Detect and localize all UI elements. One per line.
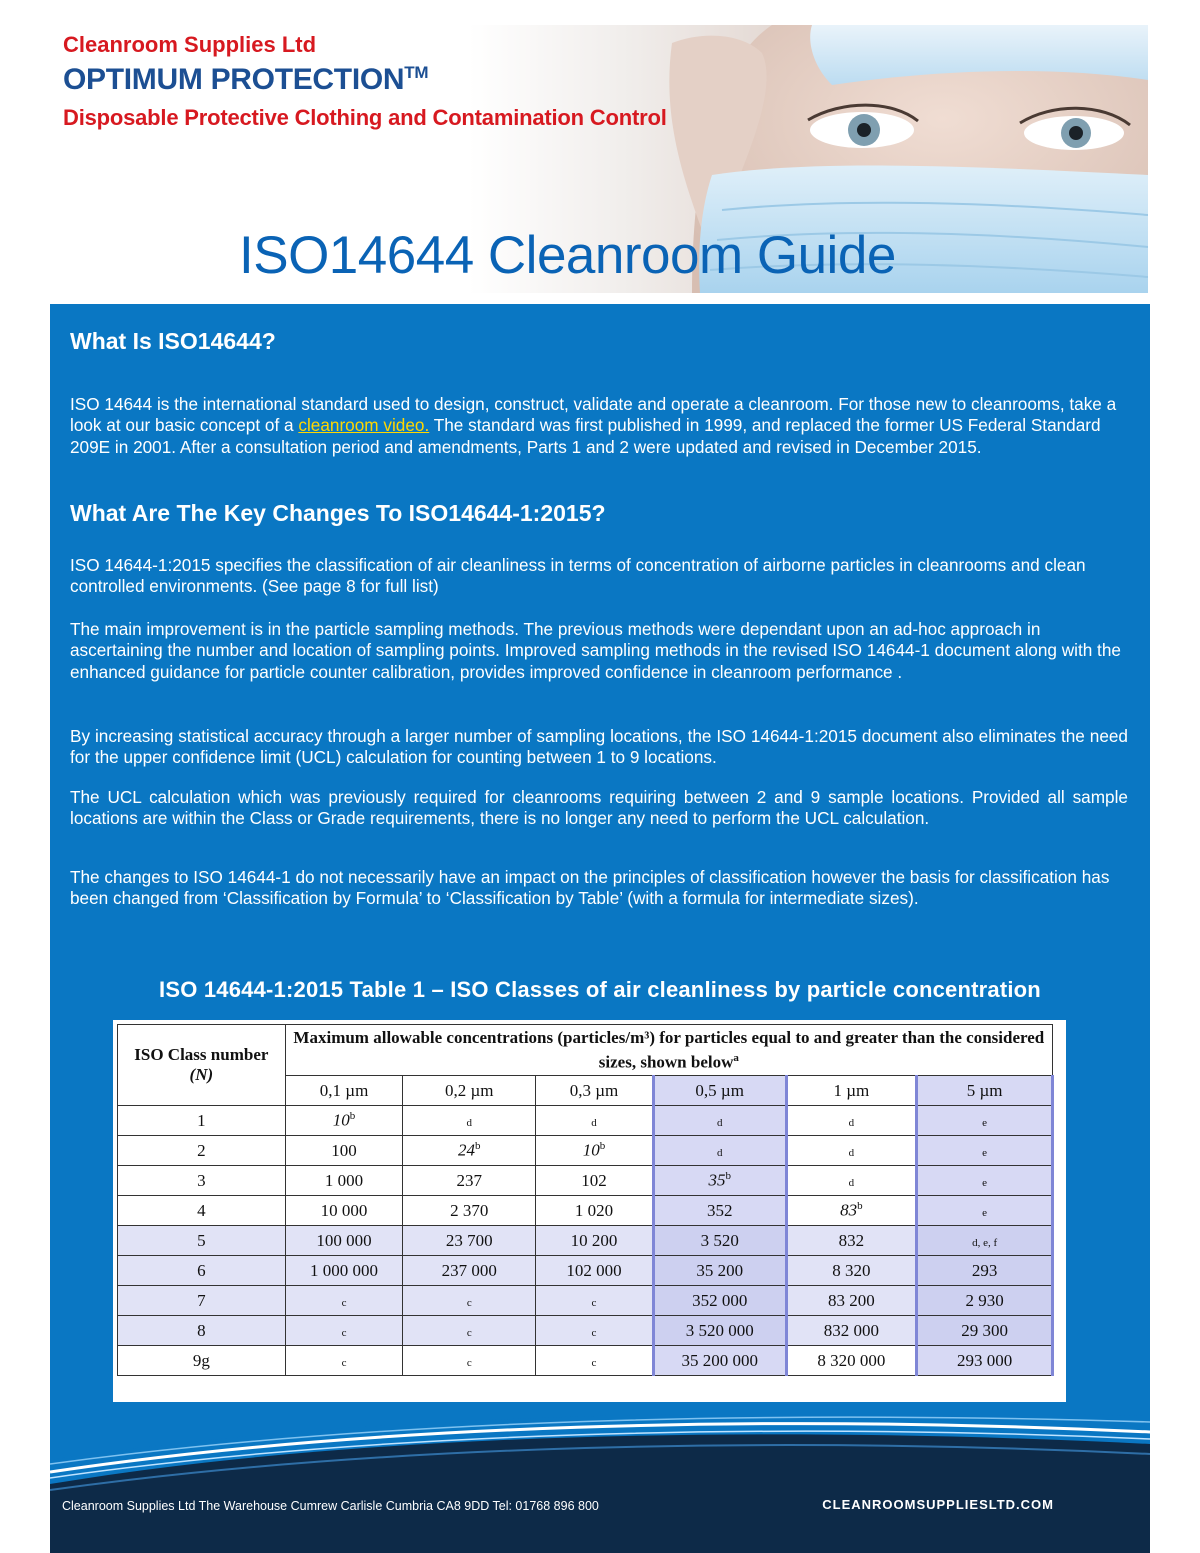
iso-class-cell: 2 [118, 1136, 286, 1166]
concentration-cell: 10$^b$ [536, 1136, 654, 1166]
concentration-cell: c [285, 1286, 403, 1316]
concentration-cell: c [403, 1316, 536, 1346]
paragraph-sampling: The main improvement is in the particle sampling methods. The previous methods were dependant upon an ad-hoc approach in ascertaining the number and location of sampling points. Improved sampling methods in the revised ISO 14644-1 document along with the enhanced guidance for particle counter calibration, provides improved confidence in cleanroom performance . [70, 619, 1121, 682]
paragraph-classification-basis: The changes to ISO 14644-1 do not necessarily have an impact on the principles of classification however the basis for classification has been changed from ‘Classification by Formula’ to ‘Classification by Table’ (with a formula for intermediate sizes). [70, 867, 1110, 909]
iso-class-cell: 9g [118, 1346, 286, 1376]
concentration-cell: e [917, 1196, 1053, 1226]
concentration-cell: e [917, 1106, 1053, 1136]
concentration-cell: 2 930 [917, 1286, 1053, 1316]
iso-class-cell: 3 [118, 1166, 286, 1196]
table-body [118, 1106, 1053, 1376]
product-line: OPTIMUM PROTECTION™ [63, 63, 429, 96]
concentration-cell: d [786, 1166, 917, 1196]
trademark-mark: TM [404, 63, 429, 82]
iso-class-cell: 4 [118, 1196, 286, 1226]
concentration-cell: 10$^b$ [285, 1106, 403, 1136]
concentration-cell: d, e, f [917, 1226, 1053, 1256]
concentration-cell: c [536, 1316, 654, 1346]
concentration-cell: 83$^b$ [786, 1196, 917, 1226]
paragraph-ucl-calculation: The UCL calculation which was previously required for cleanrooms requiring between 2 and 9 sample locations. Provided all sample locations are within the Class or Grade requirements, there is no longer any need to perform the UCL calculation. [70, 787, 1128, 829]
concentration-cell: 35 200 [653, 1256, 786, 1286]
table-row [118, 1226, 1053, 1256]
iso-class-cell: 8 [118, 1316, 286, 1346]
concentration-cell: 352 [653, 1196, 786, 1226]
concentration-cell: 24$^b$ [403, 1136, 536, 1166]
concentration-cell: 29 300 [917, 1316, 1053, 1346]
table-row [118, 1256, 1053, 1286]
concentration-cell: c [285, 1316, 403, 1346]
content-panel [50, 304, 1150, 1553]
page-title: ISO14644 Cleanroom Guide [239, 226, 896, 285]
concentration-cell: c [403, 1346, 536, 1376]
concentration-cell: 102 000 [536, 1256, 654, 1286]
table-row [118, 1286, 1053, 1316]
cleanroom-video-link[interactable]: cleanroom video. [298, 415, 430, 436]
paragraph-classification: ISO 14644-1:2015 specifies the classification of air cleanliness in terms of concentration of airborne particles in cleanrooms and clean controlled environments. (See page 8 for full list) [70, 555, 1086, 597]
footer-address: Cleanroom Supplies Ltd The Warehouse Cumrew Carlisle Cumbria CA8 9DD Tel: 01768 896 800 [62, 1499, 599, 1513]
table-row [118, 1346, 1053, 1376]
table-row [118, 1316, 1053, 1346]
particle-size-header: 0,5 µm [653, 1076, 786, 1106]
iso-class-table [117, 1024, 1054, 1376]
concentration-cell: 1 000 000 [285, 1256, 403, 1286]
concentration-cell: 293 000 [917, 1346, 1053, 1376]
concentration-cell: 10 000 [285, 1196, 403, 1226]
footer-website[interactable]: CLEANROOMSUPPLIESLTD.COM [822, 1497, 1054, 1512]
table-row [118, 1106, 1053, 1136]
paragraph-ucl-elimination: By increasing statistical accuracy through a larger number of sampling locations, the ISO 14644-1:2015 document also eliminates the need for the upper confidence limit (UCL) calculation for counting between 1 to 9 locations. [70, 726, 1128, 768]
concentration-cell: 2 370 [403, 1196, 536, 1226]
footer-wave-graphic [50, 1414, 1150, 1553]
particle-size-header: 1 µm [786, 1076, 917, 1106]
concentration-cell: d [536, 1106, 654, 1136]
concentration-cell: 832 000 [786, 1316, 917, 1346]
table-title: ISO 14644-1:2015 Table 1 – ISO Classes of air cleanliness by particle concentration [159, 977, 1041, 1002]
key-changes-heading: What Are The Key Changes To ISO14644-1:2015? [70, 500, 606, 526]
concentration-cell: 3 520 [653, 1226, 786, 1256]
company-tagline: Disposable Protective Clothing and Contamination Control [63, 105, 667, 130]
particle-size-header: 0,3 µm [536, 1076, 654, 1106]
concentration-cell: 10 200 [536, 1226, 654, 1256]
table-row [118, 1196, 1053, 1226]
particle-size-header: 5 µm [917, 1076, 1053, 1106]
concentration-cell: c [536, 1286, 654, 1316]
concentration-cell: c [403, 1286, 536, 1316]
concentration-cell: 100 [285, 1136, 403, 1166]
iso-class-cell: 1 [118, 1106, 286, 1136]
concentration-cell: d [786, 1136, 917, 1166]
what-is-heading: What Is ISO14644? [70, 328, 276, 354]
concentration-cell: 293 [917, 1256, 1053, 1286]
concentration-cell: 237 000 [403, 1256, 536, 1286]
concentration-cell: c [285, 1346, 403, 1376]
table-row [118, 1166, 1053, 1196]
iso-class-table-container [113, 1020, 1066, 1402]
header-max-concentration: Maximum allowable concentrations (particles/m³) for particles equal to and greater than the considered sizes, shown below$^a$ [285, 1025, 1052, 1076]
concentration-cell: 1 020 [536, 1196, 654, 1226]
concentration-cell: 83 200 [786, 1286, 917, 1316]
particle-size-header: 0,2 µm [403, 1076, 536, 1106]
concentration-cell: 832 [786, 1226, 917, 1256]
concentration-cell: 100 000 [285, 1226, 403, 1256]
concentration-cell: 8 320 000 [786, 1346, 917, 1376]
header-banner [52, 25, 1148, 293]
table-row [118, 1136, 1053, 1166]
concentration-cell: d [653, 1136, 786, 1166]
concentration-cell: 35 200 000 [653, 1346, 786, 1376]
iso-class-cell: 6 [118, 1256, 286, 1286]
concentration-cell: 3 520 000 [653, 1316, 786, 1346]
particle-size-header: 0,1 µm [285, 1076, 403, 1106]
concentration-cell: d [403, 1106, 536, 1136]
company-name: Cleanroom Supplies Ltd [63, 32, 317, 57]
concentration-cell: e [917, 1136, 1053, 1166]
header-iso-class: ISO Class number (N) [118, 1025, 286, 1106]
concentration-cell: 23 700 [403, 1226, 536, 1256]
concentration-cell: 35$^b$ [653, 1166, 786, 1196]
what-is-paragraph: ISO 14644 is the international standard used to design, construct, validate and operate a cleanroom. For those new to cleanrooms, take a look at our basic concept of a cleanroom video. The standard was first published in 1999, and replaced the former US Federal Standard 209E in 2001. After a consultation period and amendments, Parts 1 and 2 were updated and revised in December 2015. [70, 394, 1117, 457]
concentration-cell: d [786, 1106, 917, 1136]
iso-class-cell: 5 [118, 1226, 286, 1256]
concentration-cell: 237 [403, 1166, 536, 1196]
concentration-cell: 352 000 [653, 1286, 786, 1316]
concentration-cell: 8 320 [786, 1256, 917, 1286]
concentration-cell: 1 000 [285, 1166, 403, 1196]
iso-class-cell: 7 [118, 1286, 286, 1316]
concentration-cell: e [917, 1166, 1053, 1196]
concentration-cell: 102 [536, 1166, 654, 1196]
concentration-cell: c [536, 1346, 654, 1376]
concentration-cell: d [653, 1106, 786, 1136]
